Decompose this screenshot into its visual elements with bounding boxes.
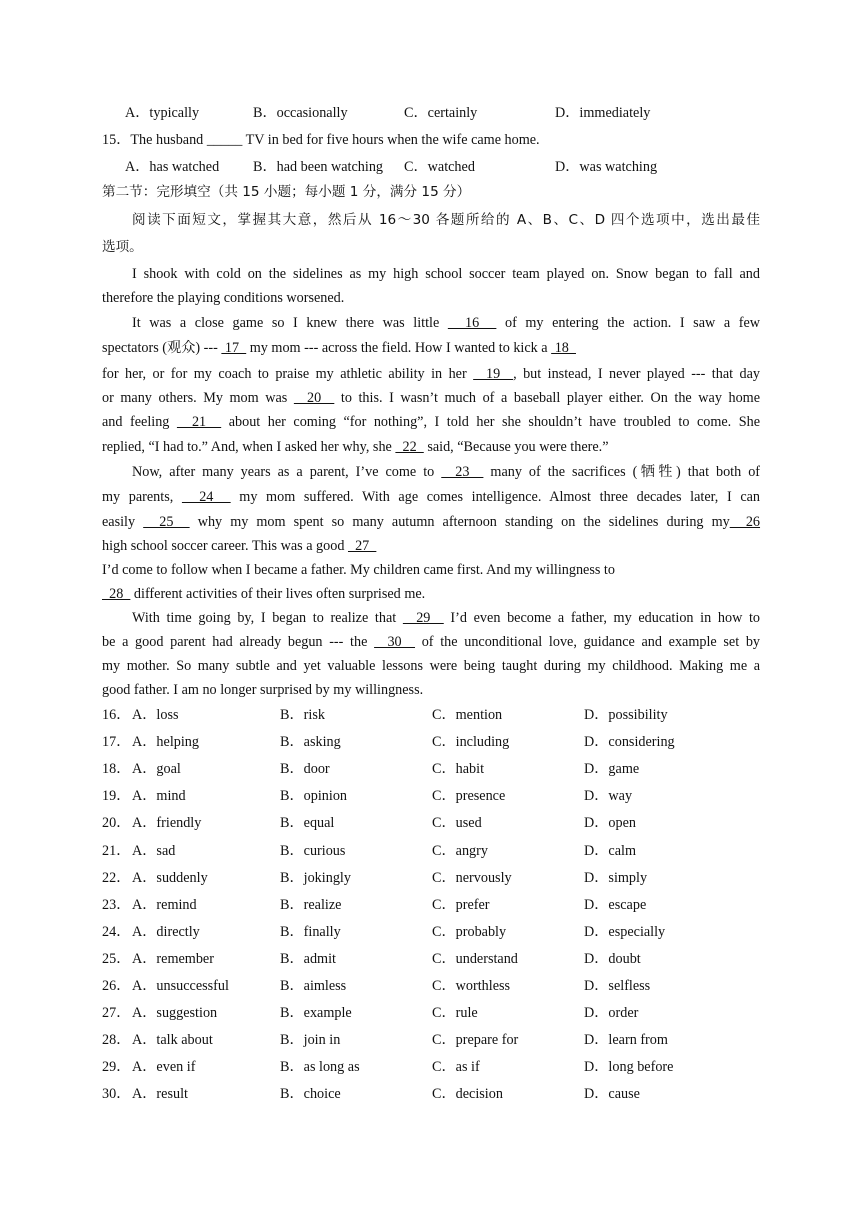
blank-27: 27 [347,538,377,554]
passage-line: I shook with cold on the sidelines as my high school soccer team played on. Snow began to fall and [132,266,760,282]
option-c: C．including [432,734,510,750]
blank-21: 21 [176,414,222,430]
option-row-23-a [102,895,197,915]
option-a: A．unsuccessful [132,978,229,994]
question-number: 30． [102,1086,131,1102]
option-b: B．door [280,761,330,777]
option-c: C．nervously [432,870,512,886]
question-number: 17． [102,734,131,750]
passage-line: and feeling 21 about her coming “for nothing”, I told her she shouldn’t have troubled to come. She [102,414,761,430]
passage-line: 28 different activities of their lives often surprised me. [102,586,426,602]
option-row-19-a [102,786,186,806]
option-c: C．habit [432,761,485,777]
option-a: A．talk about [132,1032,213,1048]
option-c: C．understand [432,951,518,967]
blank-28: 28 [102,586,131,602]
question-number: 25． [102,951,131,967]
option-d: D．considering [584,734,675,750]
passage-line: my mother. So many subtle and yet valuable lessons were being taught during my childhood. Making me a [102,658,760,674]
q14-option-d: D．immediately [555,105,651,121]
blank-17: 17 [221,340,247,356]
option-a: A．directly [132,924,200,940]
option-b: B．opinion [280,788,348,804]
option-d: D．calm [584,843,637,859]
option-a: A．friendly [132,815,202,831]
section-instruction: 阅读下面短文，掌握其大意，然后从 16～30 各题所给的 A、B、C、D 四个选项中，选出最佳 [132,212,760,228]
blank-18: 18 [551,340,576,356]
option-b: B．aimless [280,978,347,994]
option-row-28-a [102,1030,213,1050]
passage-line: easily 25 why my mom spent so many autumn afternoon standing on the sidelines during my 26 [102,514,761,530]
option-c: C．rule [432,1005,478,1021]
option-b: B．jokingly [280,870,351,886]
blank-24: 24 [181,489,231,505]
passage-line: spectators (观众) --- 17 my mom --- across the field. How I wanted to kick a 18 [102,340,576,356]
option-c: C．used [432,815,482,831]
option-a: A．result [132,1086,188,1102]
option-a: A．sad [132,843,176,859]
option-a: A．goal [132,761,181,777]
option-d: D．order [584,1005,639,1021]
question-number: 16． [102,707,131,723]
passage-line: therefore the playing conditions worsened. [102,290,345,306]
option-a: A．remember [132,951,214,967]
option-c: C．prefer [432,897,490,913]
option-b: B．realize [280,897,342,913]
option-row-17-a [102,732,199,752]
option-b: B．choice [280,1086,341,1102]
option-d: D．learn from [584,1032,668,1048]
passage-line: for her, or for my coach to praise my athletic ability in her 19 , but instead, I never played --- that day [102,366,761,382]
q14-option-a: A．typically [125,105,200,121]
q15-option-a: A．has watched [125,159,220,175]
blank-16: 16 [447,315,497,331]
passage-line: replied, “I had to.” And, when I asked her why, she 22 said, “Because you were there.” [102,439,609,455]
option-row-20-a [102,813,201,833]
option-a: A．loss [132,707,179,723]
blank-26: 26 [729,514,761,530]
question-number: 27． [102,1005,131,1021]
section-instruction-cont: 选项。 [102,239,143,255]
question-number: 21． [102,843,131,859]
option-row-21-a [102,841,175,861]
option-row-29-a [102,1057,195,1077]
passage-line: Now, after many years as a parent, I’ve come to 23 many of the sacrifices (牺牲) that both of [132,464,761,480]
question-number: 29． [102,1059,131,1075]
option-a: A．even if [132,1059,196,1075]
passage-line: I’d come to follow when I became a father. My children came first. And my willingness to [102,562,615,578]
option-c: C．decision [432,1086,503,1102]
option-b: B．risk [280,707,325,723]
option-d: D．way [584,788,633,804]
option-b: B．example [280,1005,352,1021]
option-b: B．asking [280,734,341,750]
option-d: D．selfless [584,978,651,994]
passage-line: It was a close game so I knew there was little 16 of my entering the action. I saw a few [132,315,760,331]
option-d: D．open [584,815,637,831]
blank-23: 23 [441,464,484,480]
option-row-26-a [102,976,229,996]
passage-line: high school soccer career. This was a good 27 [102,538,377,554]
option-c: C．prepare for [432,1032,519,1048]
passage-line: good father. I am no longer surprised by my willingness. [102,682,424,698]
blank-22: 22 [395,439,424,455]
q15-stem: 15．The husband _____ TV in bed for five hours when the wife came home. [102,132,540,148]
option-c: C．presence [432,788,506,804]
option-d: D．escape [584,897,647,913]
option-d: D．long before [584,1059,674,1075]
blank-20: 20 [293,390,335,406]
option-row-27-a [102,1003,217,1023]
option-d: D．doubt [584,951,641,967]
option-d: D．simply [584,870,648,886]
option-b: B．as long as [280,1059,360,1075]
option-a: A．mind [132,788,186,804]
option-c: C．angry [432,843,488,859]
option-d: D．game [584,761,640,777]
option-b: B．curious [280,843,346,859]
option-c: C．as if [432,1059,480,1075]
section-heading: 第二节：完形填空（共 15 小题；每小题 1 分，满分 15 分） [102,184,471,200]
option-c: C．mention [432,707,503,723]
option-d: D．cause [584,1086,640,1102]
option-row-18-a [102,759,181,779]
option-a: A．suggestion [132,1005,218,1021]
option-row-30-a [102,1084,188,1104]
option-row-16-a [102,705,179,725]
option-b: B．equal [280,815,335,831]
option-b: B．join in [280,1032,341,1048]
q15-option-c: C．watched [404,159,475,175]
blank-29: 29 [402,610,444,626]
option-b: B．admit [280,951,336,967]
option-b: B．finally [280,924,341,940]
passage-line: my parents, 24 my mom suffered. With age comes intelligence. Almost three decades later, I can [102,489,761,505]
question-number: 26． [102,978,131,994]
passage-line: or many others. My mom was 20 to this. I wasn’t much of a baseball player either. On the way home [102,390,761,406]
question-number: 28． [102,1032,131,1048]
option-a: A．helping [132,734,199,750]
question-number: 24． [102,924,131,940]
option-d: D．especially [584,924,666,940]
option-a: A．suddenly [132,870,208,886]
option-row-24-a [102,922,200,942]
blank-25: 25 [143,514,190,530]
question-number: 23． [102,897,131,913]
option-d: D．possibility [584,707,668,723]
option-c: C．worthless [432,978,511,994]
q15-option-b: B．had been watching [253,159,384,175]
q14-option-c: C．certainly [404,105,478,121]
blank-30: 30 [374,634,416,650]
option-row-25-a [102,949,214,969]
passage-line: be a good parent had already begun --- the 30 of the unconditional love, guidance and example set by [102,634,761,650]
question-number: 20． [102,815,131,831]
passage-line: With time going by, I began to realize that 29 I’d even become a father, my education in how to [132,610,761,626]
blank-19: 19 [473,366,514,382]
q15-option-d: D．was watching [555,159,658,175]
option-row-22-a [102,868,208,888]
question-number: 22． [102,870,131,886]
question-number: 18． [102,761,131,777]
option-a: A．remind [132,897,197,913]
option-c: C．probably [432,924,507,940]
q14-option-b: B．occasionally [253,105,348,121]
question-number: 19． [102,788,131,804]
